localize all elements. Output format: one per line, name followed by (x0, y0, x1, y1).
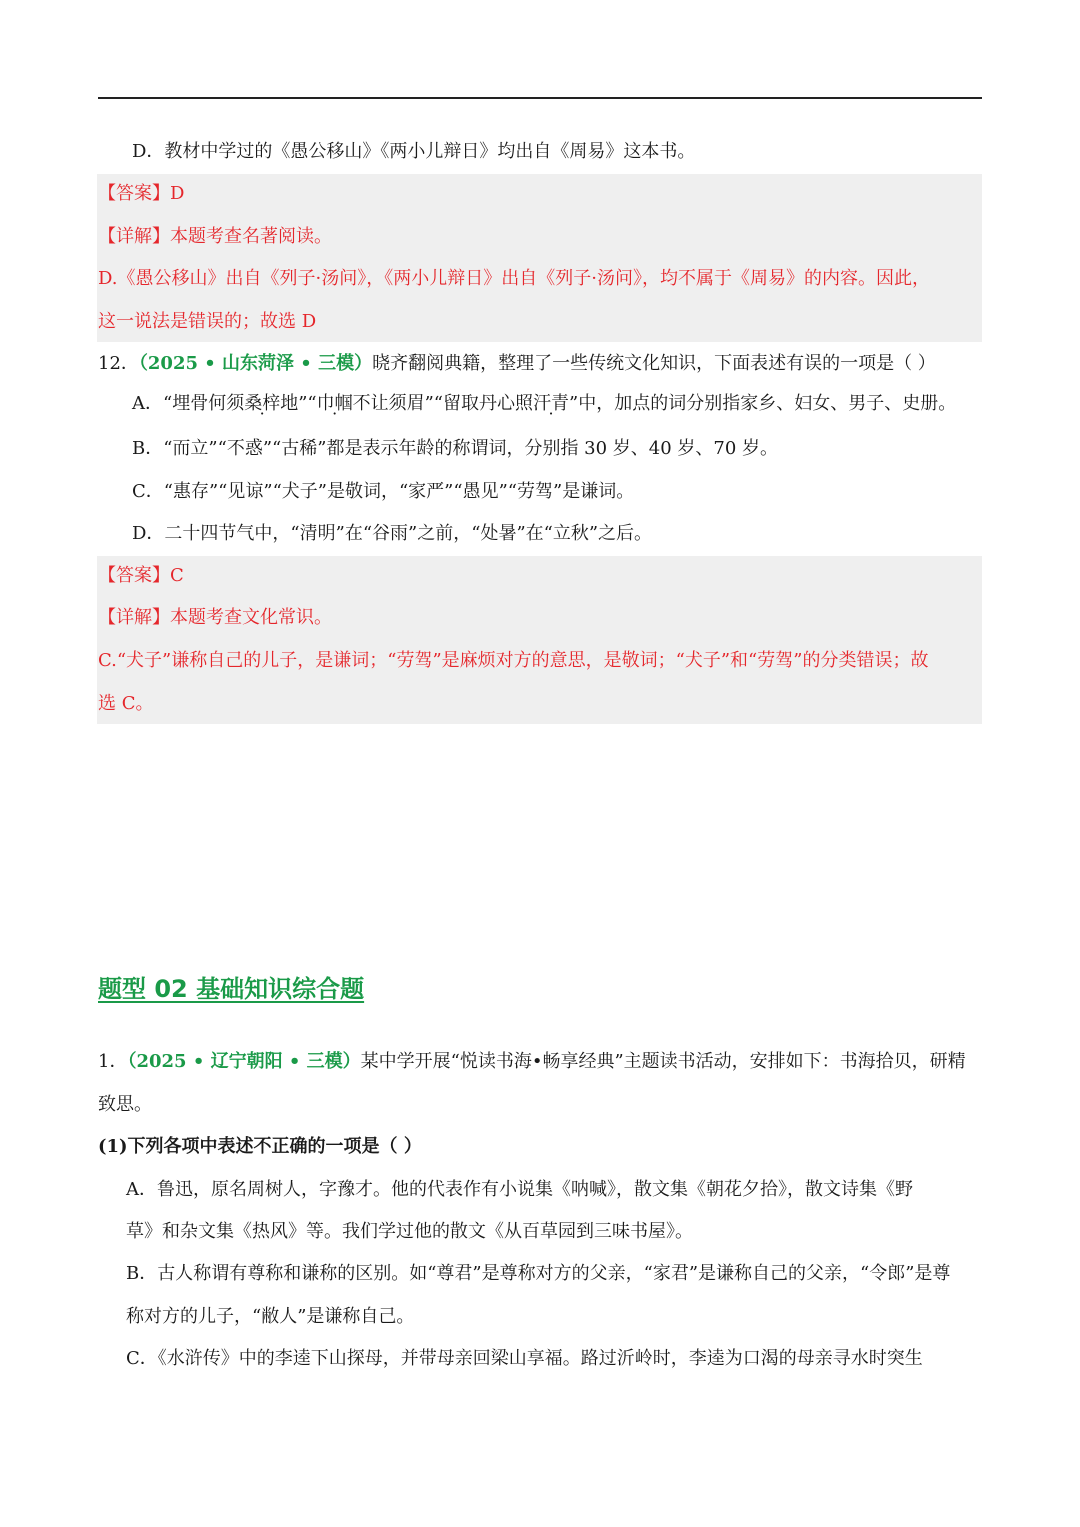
q1-stem-2: 致思。 (98, 1094, 152, 1115)
prev-option-d: D．教材中学过的《愚公移山》《两小儿辩日》均出自《周易》这本书。 (132, 141, 696, 162)
prev-explain-1: D.《愚公移山》出自《列子·汤问》，《两小儿辩日》出自《列子·汤问》，均不属于《周易》的内容。因此， (98, 268, 930, 289)
q1-source: （2025 • 辽宁朝阳 • 三模） (127, 1051, 361, 1072)
section-title: 题型 02 基础知识综合题 (98, 975, 365, 1003)
q1-number: 1． (98, 1051, 128, 1072)
q12-option-c: C．“惠存”“见谅”“犬子”是敬词，“家严”“愚见”“劳驾”是谦词。 (132, 481, 635, 502)
q12-option-a-word-3: 汗青 (533, 393, 570, 414)
q12-explain-2: 选 C。 (98, 693, 154, 714)
q12-number: 12． (98, 353, 139, 374)
q1-subquestion-1: (1)下列各项中表述不正确的一项是（ ） (98, 1136, 422, 1157)
q1-option-a-2: 草》和杂文集《热风》等。我们学过他的散文《从百草园到三味书屋》。 (126, 1221, 693, 1242)
q12-option-a-mid-1: 地”“ (280, 393, 317, 414)
q12-option-a (132, 392, 956, 416)
q1-option-b-2: 称对方的儿子，“敝人”是谦称自己。 (126, 1306, 415, 1327)
prev-detail-text: 本题考查名著阅读。 (170, 226, 332, 247)
q12-option-a-post: ”中，加点的词分别指家乡、妇女、男子、史册。 (569, 393, 957, 414)
q12-option-a-mid-2: 不让须眉”“留取丹心照 (352, 393, 534, 414)
q1-option-b-1: B．古人称谓有尊称和谦称的区别。如“尊君”是尊称对方的父亲，“家君”是谦称自己的父亲，“令郎”是尊 (126, 1263, 951, 1284)
q1-stem-line (98, 1050, 966, 1074)
q12-stem-line (98, 352, 936, 376)
q12-option-d: D．二十四节气中，“清明”在“谷雨”之前，“处暑”在“立秋”之后。 (132, 523, 653, 544)
prev-answer: 【答案】D (98, 183, 185, 204)
q12-stem: 晓齐翻阅典籍，整理了一些传统文化知识，下面表述有误的一项是（ ） (372, 353, 936, 374)
prev-explain-2: 这一说法是错误的；故选 D (98, 311, 317, 332)
q12-source: （2025 • 山东菏泽 • 三模） (138, 353, 373, 374)
q12-option-b: B．“而立”“不惑”“古稀”都是表示年龄的称谓词，分别指 30 岁、40 岁、70 岁。 (132, 438, 779, 459)
q12-option-a-word-1: 桑梓 (244, 393, 281, 414)
q12-detail-label: 【详解】 (98, 607, 170, 628)
header-rule (98, 97, 982, 99)
q1-option-c-1: C．《水浒传》中的李逵下山探母，并带母亲回梁山享福。路过沂岭时，李逵为口渴的母亲寻水时突生 (126, 1348, 923, 1369)
q12-detail-text: 本题考查文化常识。 (170, 607, 332, 628)
q12-detail (98, 606, 332, 630)
q12-option-a-pre: A．“埋骨何须 (132, 393, 245, 414)
q12-answer-box (97, 556, 982, 724)
q1-option-a-1: A．鲁迅，原名周树人，字豫才。他的代表作有小说集《呐喊》，散文集《朝花夕拾》，散文诗集《野 (126, 1179, 913, 1200)
prev-detail (98, 225, 332, 249)
q12-option-a-word-2: 巾帼 (316, 393, 353, 414)
q1-stem-1: 某中学开展“悦读书海•畅享经典”主题读书活动，安排如下：书海拾贝，研精 (360, 1051, 966, 1072)
q12-answer: 【答案】C (98, 565, 184, 586)
q12-explain-1: C.“犬子”谦称自己的儿子，是谦词；“劳驾”是麻烦对方的意思，是敬词；“犬子”和“劳驾”的分类错误；故 (98, 650, 929, 671)
prev-detail-label: 【详解】 (98, 226, 170, 247)
